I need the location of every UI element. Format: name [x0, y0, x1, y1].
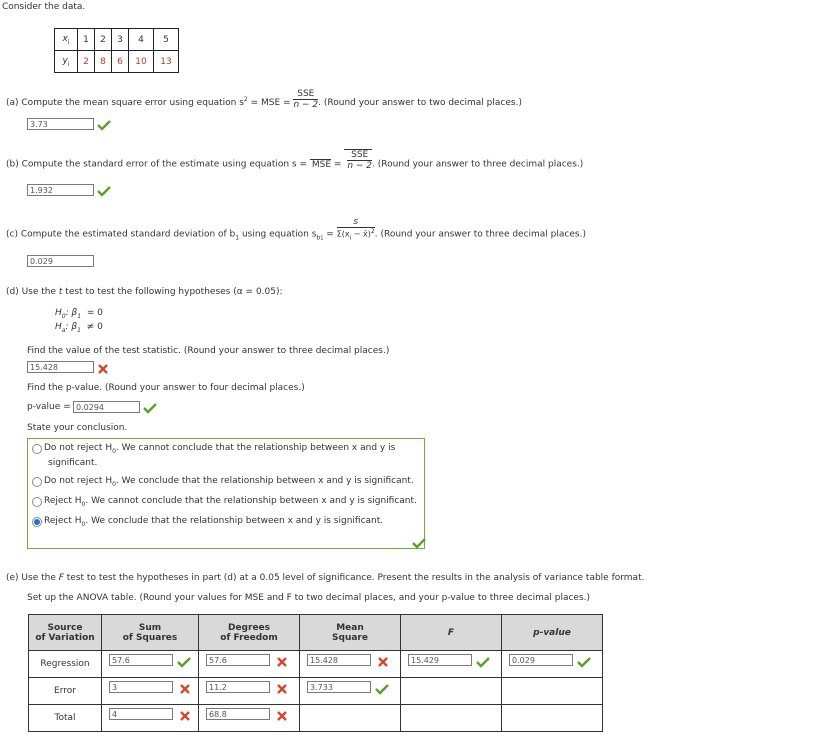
- part-a-question: (a) Compute the mean square error using equation $s^2$ = MSE = SSE n − 2 . (Round your answer to two decimal places.): [6, 89, 522, 110]
- x-cell: 4: [129, 29, 154, 51]
- ss-error-input[interactable]: 3: [109, 681, 173, 693]
- test-stat-input[interactable]: 15.428: [27, 361, 94, 373]
- cross-icon: [97, 363, 109, 375]
- check-icon: [476, 656, 490, 668]
- p-value-prompt: Find the p-value. (Round your answer to four decimal places.): [27, 383, 305, 393]
- y-cell: 8: [95, 51, 112, 73]
- option-label[interactable]: Do not reject $H_0$. We cannot conclude that the relationship between x and y is: [44, 443, 396, 455]
- y-cell: 10: [129, 51, 154, 73]
- cross-icon: [276, 656, 288, 668]
- alt-hypothesis: $H_a$: $\beta_1 \ne 0$: [55, 322, 103, 334]
- anova-row-error: [29, 678, 603, 705]
- check-icon: [177, 656, 191, 668]
- null-hypothesis: $H_0$: $\beta_1 = 0$: [55, 308, 103, 320]
- x-cell: 1: [78, 29, 95, 51]
- cross-icon: [179, 710, 191, 722]
- df-total-input[interactable]: 68.8: [206, 708, 270, 720]
- anova-setup-prompt: Set up the ANOVA table. (Round your values for MSE and F to two decimal places, and your p-value to three decimal places.): [27, 593, 591, 603]
- header-mean-square: Mean Square: [300, 615, 401, 651]
- option-label[interactable]: Reject $H_0$. We cannot conclude that the relationship between x and y is significant.: [44, 496, 417, 508]
- header-f: F: [401, 615, 502, 651]
- anova-table: [28, 614, 603, 732]
- header-source: Source of Variation: [29, 615, 102, 651]
- x-cell: 3: [112, 29, 129, 51]
- cross-icon: [276, 683, 288, 695]
- option-label[interactable]: Reject $H_0$. We conclude that the relationship between x and y is significant.: [44, 516, 384, 528]
- mse-answer-input[interactable]: 3.73: [27, 118, 94, 130]
- header-p-value: p-value: [502, 615, 603, 651]
- part-b-question: (b) Compute the standard error of the estimate using equation s = MSE = SSE n − 2 . (Round your answer to three decimal places.): [6, 150, 584, 171]
- check-icon: [412, 537, 426, 549]
- y-cell: 6: [112, 51, 129, 73]
- header-sum-of-squares: Sum of Squares: [102, 615, 199, 651]
- p-value-label: p-value =: [27, 402, 71, 412]
- ms-error-input[interactable]: 3.733: [307, 681, 371, 693]
- cross-icon: [276, 710, 288, 722]
- p-value-regression-input[interactable]: 0.029: [509, 654, 573, 666]
- p-value-input[interactable]: 0.0294: [73, 401, 140, 413]
- cross-icon: [179, 683, 191, 695]
- y-label: $y_i$: [55, 51, 78, 73]
- check-icon: [143, 402, 157, 414]
- header-degrees-of-freedom: Degrees of Freedom: [199, 615, 300, 651]
- std-error-answer-input[interactable]: 1.932: [27, 184, 94, 196]
- anova-row-total: [29, 705, 603, 732]
- fraction: SSE n − 2: [293, 89, 319, 110]
- empty-cell: [401, 705, 502, 732]
- ss-total-input[interactable]: 4: [109, 708, 173, 720]
- cross-icon: [377, 656, 389, 668]
- intro-text: Consider the data.: [2, 2, 86, 12]
- option-radio[interactable]: [32, 477, 42, 487]
- check-icon: [97, 185, 111, 197]
- conclusion-prompt: State your conclusion.: [27, 423, 128, 433]
- part-e-question: (e) Use the F test to test the hypotheses in part (d) at a 0.05 level of significance. Present the results in the analysis of variance table format.: [6, 573, 645, 583]
- y-cell: 13: [154, 51, 179, 73]
- option-radio[interactable]: [32, 497, 42, 507]
- ss-regression-input[interactable]: 57.6: [109, 654, 173, 666]
- data-table: [54, 28, 179, 73]
- df-regression-input[interactable]: 57.6: [206, 654, 270, 666]
- option-radio[interactable]: [32, 444, 42, 454]
- x-cell: 5: [154, 29, 179, 51]
- option-label-continued: significant.: [48, 458, 98, 468]
- empty-cell: [502, 678, 603, 705]
- x-label: $x_i$: [55, 29, 78, 51]
- test-stat-prompt: Find the value of the test statistic. (Round your answer to three decimal places.): [27, 346, 390, 356]
- df-error-input[interactable]: 11.2: [206, 681, 270, 693]
- y-cell: 2: [78, 51, 95, 73]
- empty-cell: [300, 705, 401, 732]
- f-regression-input[interactable]: 15.429: [408, 654, 472, 666]
- x-cell: 2: [95, 29, 112, 51]
- sqrt-fraction: SSE n − 2: [344, 149, 372, 171]
- part-c-question: (c) Compute the estimated standard deviation of $b_1$ using equation $s_{b1}$ = $\frac{s}{\Sigma(x_i - x̄)^2}$ . (Round your answer to three decimal places.): [6, 217, 586, 242]
- source-label: Total: [29, 705, 102, 732]
- option-label[interactable]: Do not reject $H_0$. We conclude that the relationship between x and y is significant.: [44, 476, 414, 488]
- empty-cell: [502, 705, 603, 732]
- source-label: Error: [29, 678, 102, 705]
- fraction: $\frac{s}{\Sigma(x_i - x̄)^2}$: [336, 217, 375, 242]
- check-icon: [577, 656, 591, 668]
- ms-regression-input[interactable]: 15.428: [307, 654, 371, 666]
- source-label: Regression: [29, 651, 102, 678]
- std-dev-b1-answer-input[interactable]: 0.029: [27, 255, 94, 267]
- anova-row-regression: [29, 651, 603, 678]
- option-radio-selected[interactable]: [32, 517, 42, 527]
- check-icon: [375, 683, 389, 695]
- check-icon: [97, 119, 111, 131]
- part-d-question: (d) Use the t test to test the following hypotheses (α = 0.05):: [6, 287, 283, 297]
- empty-cell: [401, 678, 502, 705]
